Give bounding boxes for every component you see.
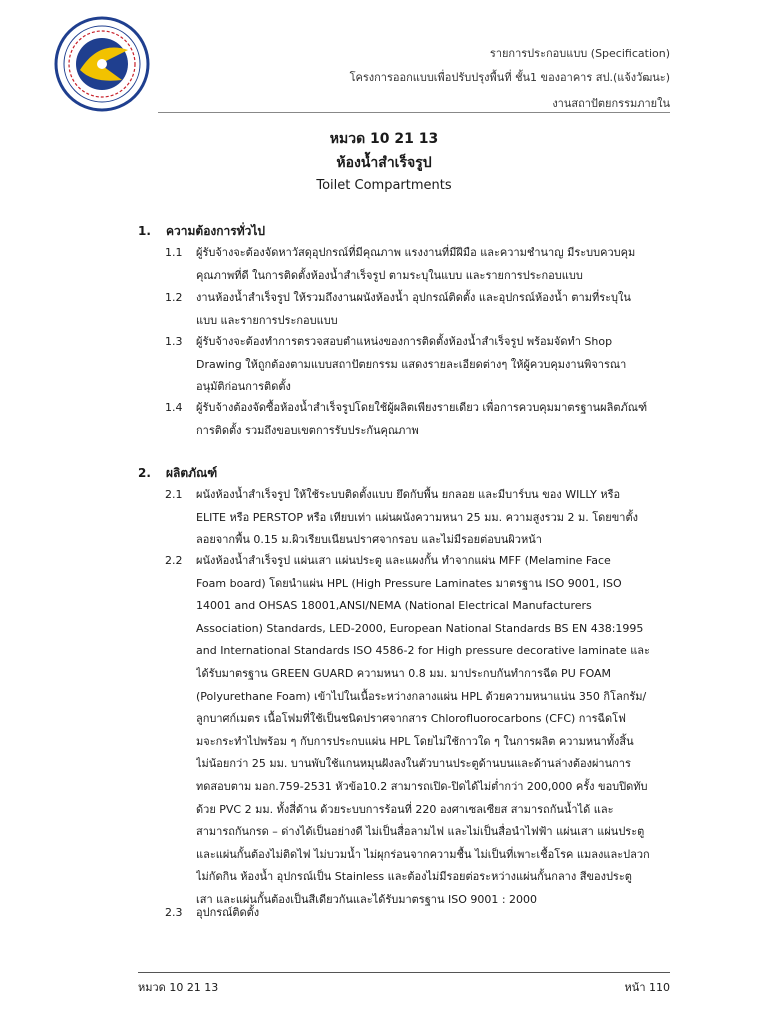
item-text-line: การติดตั้ง รวมถึงขอบเขตการรับประกันคุณภาพ	[196, 423, 419, 437]
item-text-line: ไม่กัดกิน ห้องน้ำ อุปกรณ์เป็น Stainless และต้องไม่มีรอยต่อระหว่างแผ่นกั้นกลาง สีของประตู	[196, 870, 632, 884]
item-number: 1.4	[165, 401, 183, 414]
item-number: 2.3	[165, 906, 183, 919]
item-text-line: ไม่น้อยกว่า 25 มม. บานพับใช้แกนหมุนฝังลงในตัวบานประตูด้านบนและด้านล่างต้องผ่านการ	[196, 757, 631, 771]
section-title: ความต้องการทั่วไป	[166, 224, 266, 238]
section-number: 2.	[138, 466, 151, 480]
item-text-line: มจะกระทำไปพร้อม ๆ กับการประกบแผ่น HPL โดยไม่ใช้กาวใด ๆ ในการผลิต ความหนาทั้งสิ้น	[196, 734, 634, 748]
item-text-line: and International Standards ISO 4586-2 for High pressure decorative laminate และ	[196, 644, 650, 658]
footer-section-code: หมวด 10 21 13	[138, 981, 219, 994]
item-number: 1.2	[165, 291, 183, 304]
item-text-line: ได้รับมาตรฐาน GREEN GUARD ความหนา 0.8 มม. มาประกบกันทำการฉีด PU FOAM	[196, 666, 612, 680]
section-heading	[138, 464, 217, 483]
item-text-line: เสา และแผ่นกั้นต้องเป็นสีเดียวกันและได้รับมาตรฐาน ISO 9001 : 2000	[196, 892, 538, 906]
item-text-line: ผนังห้องน้ำสำเร็จรูป แผ่นเสา แผ่นประตู และแผงกั้น ทำจากแผ่น MFF (Melamine Face	[196, 554, 611, 567]
item-text-line: ผู้รับจ้างจะต้องทำการตรวจสอบตำแหน่งของการติดตั้งห้องน้ำสำเร็จรูป พร้อมจัดทำ Shop	[196, 335, 613, 348]
item-text-line: และแผ่นกั้นต้องไม่ติดไฟ ไม่บวมน้ำ ไม่ผุกร่อนจากความชื้น ไม่เป็นที่เพาะเชื้อโรค แมลงและปลวก	[196, 847, 650, 861]
item-text-line: ลอยจากพื้น 0.15 ม.ผิวเรียบเนียนปราศจากรอบ และไม่มีรอยต่อบนผิวหน้า	[196, 533, 542, 547]
header-divider	[158, 112, 670, 113]
item-text-line: อนุมัติก่อนการติดตั้ง	[196, 380, 291, 394]
item-text-line: (Polyurethane Foam) เข้าไปในเนื้อระหว่างกลางแผ่น HPL ด้วยความหนาแน่น 350 กิโลกรัม/	[196, 689, 647, 703]
item-text-line: Foam board) โดยนำแผ่น HPL (High Pressure Laminates มาตรฐาน ISO 9001, ISO	[196, 576, 622, 590]
item-text-line: คุณภาพที่ดี ในการติดตั้งห้องน้ำสำเร็จรูป ตามระบุในแบบ และรายการประกอบแบบ	[196, 268, 583, 282]
header-line-1: รายการประกอบแบบ (Specification)	[489, 47, 670, 60]
item-text-line: งานห้องน้ำสำเร็จรูป ให้รวมถึงงานผนังห้องน้ำ อุปกรณ์ติดตั้ง และอุปกรณ์ห้องน้ำ ตามที่ระบุใน	[196, 291, 631, 304]
item-number: 2.2	[165, 554, 183, 567]
section-title: ผลิตภัณฑ์	[166, 466, 218, 480]
organization-logo	[52, 14, 152, 114]
item-text-line: ลูกบาศก์เมตร เนื้อโฟมที่ใช้เป็นชนิดปราศจากสาร Chlorofluorocarbons (CFC) การฉีดโฟ	[196, 712, 626, 726]
section-heading	[138, 222, 265, 241]
section-thai-title: ห้องน้ำสำเร็จรูป	[336, 155, 432, 171]
list-item	[165, 287, 670, 332]
list-item	[165, 397, 670, 442]
footer-divider	[138, 972, 670, 973]
list-item	[165, 484, 670, 552]
list-item	[165, 331, 670, 399]
header-line-3: งานสถาปัตยกรรมภายใน	[552, 97, 670, 110]
footer-page-number: หน้า 110	[624, 981, 670, 994]
item-text-line: ด้วย PVC 2 มม. ทั้งสี่ด้าน ด้วยระบบการร้อนที่ 220 องศาเซลเซียส สามารถกันน้ำได้ และ	[196, 802, 614, 816]
section-code-title: หมวด 10 21 13	[329, 131, 439, 147]
list-item	[165, 242, 670, 287]
item-text-line: ผนังห้องน้ำสำเร็จรูป ให้ใช้ระบบติดตั้งแบบ ยึดกับพื้น ยกลอย และมีบาร์บน ของ WILLY หรือ	[196, 488, 621, 501]
item-text-line: ผู้รับจ้างต้องจัดซื้อห้องน้ำสำเร็จรูปโดยใช้ผู้ผลิตเพียงรายเดียว เพื่อการควบคุมมาตรฐานผลิตภัณฑ์	[196, 401, 648, 414]
item-text-line: ทดสอบตาม มอก.759-2531 หัวข้อ10.2 สามารถเปิด-ปิดได้ไม่ต่ำกว่า 200,000 ครั้ง ขอบปิดทับ	[196, 779, 648, 793]
item-text-line: Association) Standards, LED-2000, European National Standards BS EN 438:1995	[196, 621, 644, 635]
section-number: 1.	[138, 224, 151, 238]
item-text-line: อุปกรณ์ติดตั้ง	[196, 906, 260, 919]
item-text-line: สามารถกันกรด – ด่างได้เป็นอย่างดี ไม่เป็นสื่อลามไฟ และไม่เป็นสื่อนำไฟฟ้า แผ่นเสา แผ่นประตู	[196, 825, 645, 839]
item-text-line: ผู้รับจ้างจะต้องจัดหาวัสดุอุปกรณ์ที่มีคุณภาพ แรงงานที่มีฝีมือ และความชำนาญ มีระบบควบคุม	[196, 246, 636, 259]
list-item	[165, 902, 670, 925]
item-text-line: Drawing ให้ถูกต้องตามแบบสถาปัตยกรรม แสดงรายละเอียดต่างๆ ให้ผู้ควบคุมงานพิจารณา	[196, 357, 627, 371]
header-line-2: โครงการออกแบบเพื่อปรับปรุงพื้นที่ ชั้น1 ของอาคาร สป.(แจ้งวัฒนะ)	[349, 71, 670, 84]
list-item	[165, 550, 670, 912]
item-number: 1.3	[165, 335, 183, 348]
item-text-line: 14001 and OHSAS 18001,ANSI/NEMA (National Electrical Manufacturers	[196, 599, 592, 613]
section-english-title: Toilet Compartments	[316, 178, 452, 193]
item-number: 2.1	[165, 488, 183, 501]
item-text-line: ELITE หรือ PERSTOP หรือ เทียบเท่า แผ่นผนังความหนา 25 มม. ความสูงรวม 2 ม. โดยขาตั้ง	[196, 510, 638, 524]
item-text-line: แบบ และรายการประกอบแบบ	[196, 313, 338, 327]
item-number: 1.1	[165, 246, 183, 259]
